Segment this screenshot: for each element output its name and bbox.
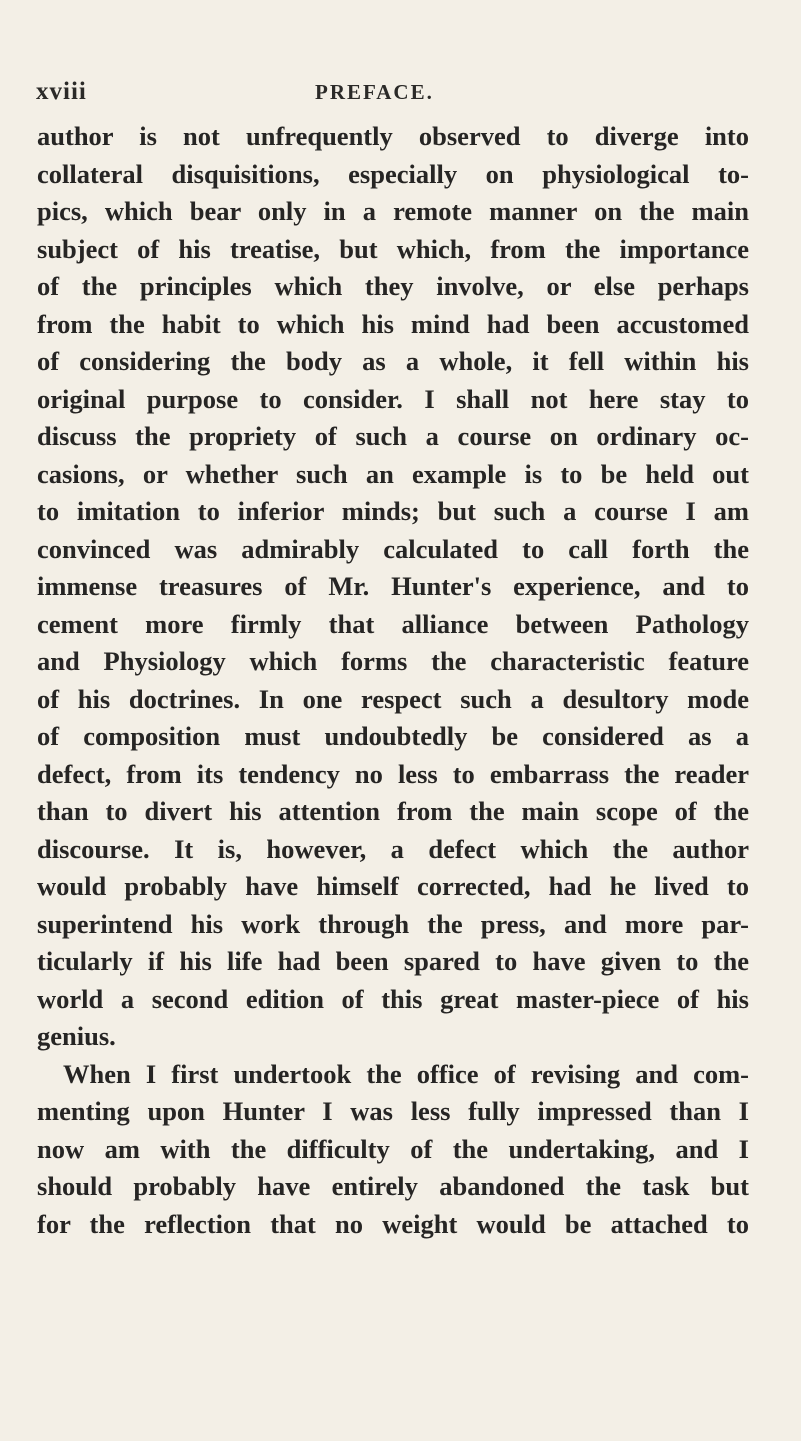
- text-line-paragraph-start: When I first undertook the office of revising and com-: [63, 1058, 749, 1089]
- text-line: from the habit to which his mind had been accustomed: [37, 308, 749, 339]
- text-line: ticularly if his life had been spared to have given to the: [37, 946, 749, 976]
- text-line: of considering the body as a whole, it fell within his: [37, 346, 749, 376]
- text-line: of his doctrines. In one respect such a desultory mode: [37, 683, 749, 714]
- text-line: menting upon Hunter I was less fully impressed than I: [37, 1096, 749, 1126]
- text-line: discuss the propriety of such a course on ordinary oc-: [37, 421, 749, 451]
- text-line: convinced was admirably calculated to call forth the: [37, 533, 749, 564]
- running-head: PREFACE.: [315, 80, 434, 104]
- body-text: [37, 118, 749, 1243]
- text-line: cement more firmly that alliance between Pathology: [37, 608, 749, 639]
- text-line: should probably have entirely abandoned the task but: [37, 1171, 749, 1201]
- text-line: than to divert his attention from the main scope of the: [37, 796, 749, 826]
- text-line: pics, which bear only in a remote manner on the main: [37, 196, 749, 226]
- text-line: now am with the difficulty of the undertaking, and I: [37, 1133, 749, 1164]
- text-line: collateral disquisitions, especially on physiological to-: [37, 158, 749, 189]
- text-line: original purpose to consider. I shall not here stay to: [37, 383, 749, 414]
- text-line: discourse. It is, however, a defect which the author: [37, 833, 749, 864]
- text-line: of composition must undoubtedly be considered as a: [37, 721, 749, 751]
- text-line: author is not unfrequently observed to diverge into: [37, 121, 749, 151]
- text-line: subject of his treatise, but which, from the importance: [37, 233, 749, 264]
- text-line: world a second edition of this great master-piece of his: [37, 983, 749, 1014]
- text-line: to imitation to inferior minds; but such a course I am: [37, 496, 749, 526]
- text-line: would probably have himself corrected, had he lived to: [37, 871, 749, 901]
- page-number: xviii: [36, 78, 87, 105]
- text-line: casions, or whether such an example is to be held out: [37, 458, 749, 489]
- text-line: immense treasures of Mr. Hunter's experience, and to: [37, 571, 749, 601]
- text-line: of the principles which they involve, or else perhaps: [37, 271, 749, 301]
- text-line: for the reflection that no weight would be attached to: [37, 1208, 749, 1239]
- text-line: superintend his work through the press, and more par-: [37, 908, 749, 939]
- text-line: and Physiology which forms the characteristic feature: [37, 646, 749, 676]
- text-line: defect, from its tendency no less to embarrass the reader: [37, 758, 749, 789]
- text-line-paragraph-end: genius.: [37, 1021, 116, 1051]
